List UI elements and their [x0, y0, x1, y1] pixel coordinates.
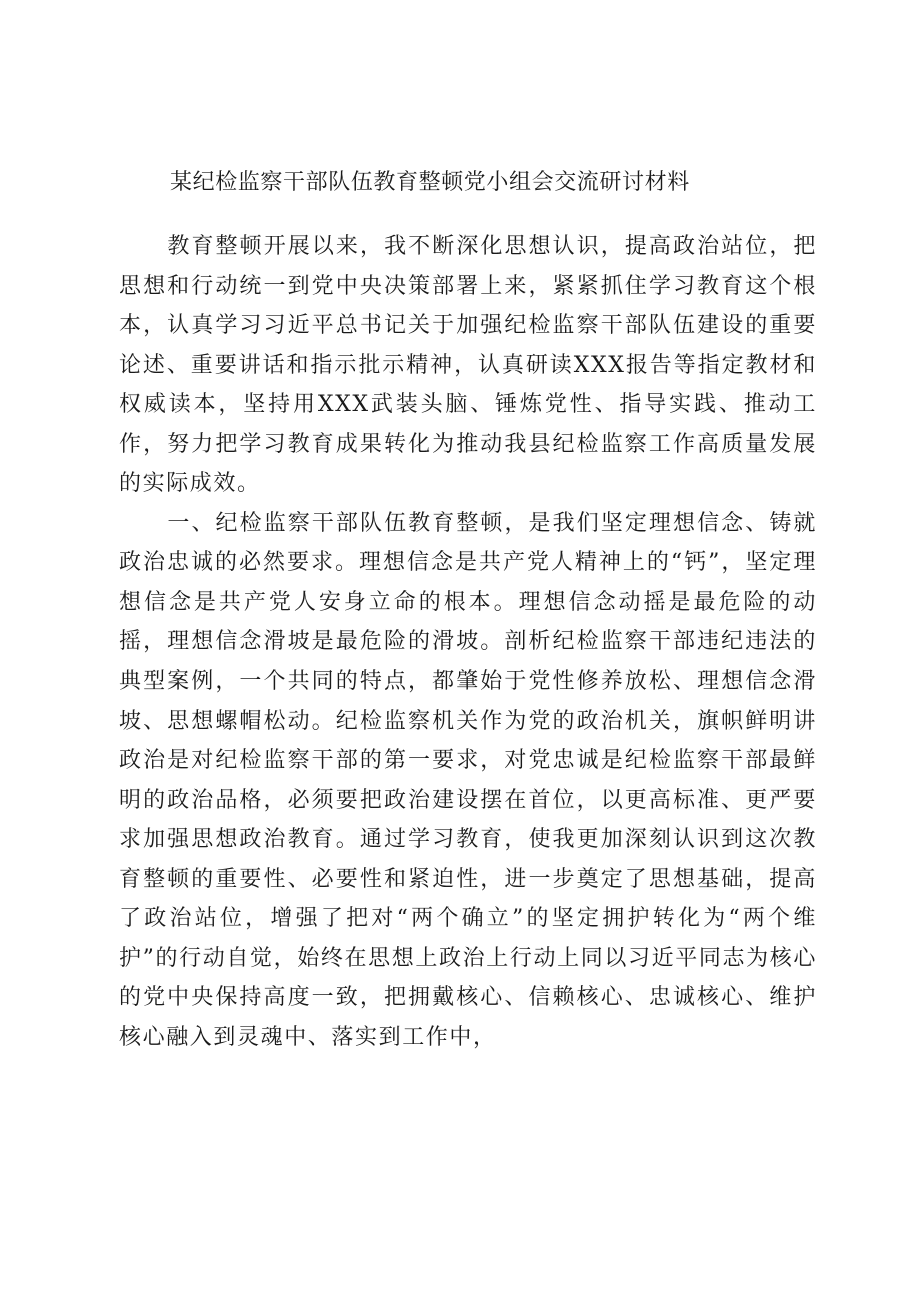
- document-body: [119, 227, 817, 1057]
- paragraph-section-one: 一、纪检监察干部队伍教育整顿，是我们坚定理想信念、铸就政治忠诚的必然要求。理想信念是共产党人精神上的“钙”，坚定理想信念是共产党人安身立命的根本。理想信念动摇是最危险的动摇，理想信念滑坡是最危险的滑坡。剖析纪检监察干部违纪违法的典型案例，一个共同的特点，都肇始于党性修养放松、理想信念滑坡、思想螺帽松动。纪检监察机关作为党的政治机关，旗帜鲜明讲政治是对纪检监察干部的第一要求，对党忠诚是纪检监察干部最鲜明的政治品格，必须要把政治建设摆在首位，以更高标准、更严要求加强思想政治教育。通过学习教育，使我更加深刻认识到这次教育整顿的重要性、必要性和紧迫性，进一步奠定了思想基础，提高了政治站位，增强了把对“两个确立”的坚定拥护转化为“两个维护”的行动自觉，始终在思想上政治上行动上同以习近平同志为核心的党中央保持高度一致，把拥戴核心、信赖核心、忠诚核心、维护核心融入到灵魂中、落实到工作中，: [119, 510, 817, 1050]
- paragraph-intro: 教育整顿开展以来，我不断深化思想认识，提高政治站位，把思想和行动统一到党中央决策部署上来，紧紧抓住学习教育这个根本，认真学习习近平总书记关于加强纪检监察干部队伍建设的重要论述、重要讲话和指示批示精神，认真研读XXX报告等指定教材和权威读本，坚持用XXX武装头脑、锤炼党性、指导实践、推动工作，努力把学习教育成果转化为推动我县纪检监察工作高质量发展的实际成效。: [119, 234, 817, 497]
- document-title: 某纪检监察干部队伍教育整顿党小组会交流研讨材料: [170, 170, 690, 195]
